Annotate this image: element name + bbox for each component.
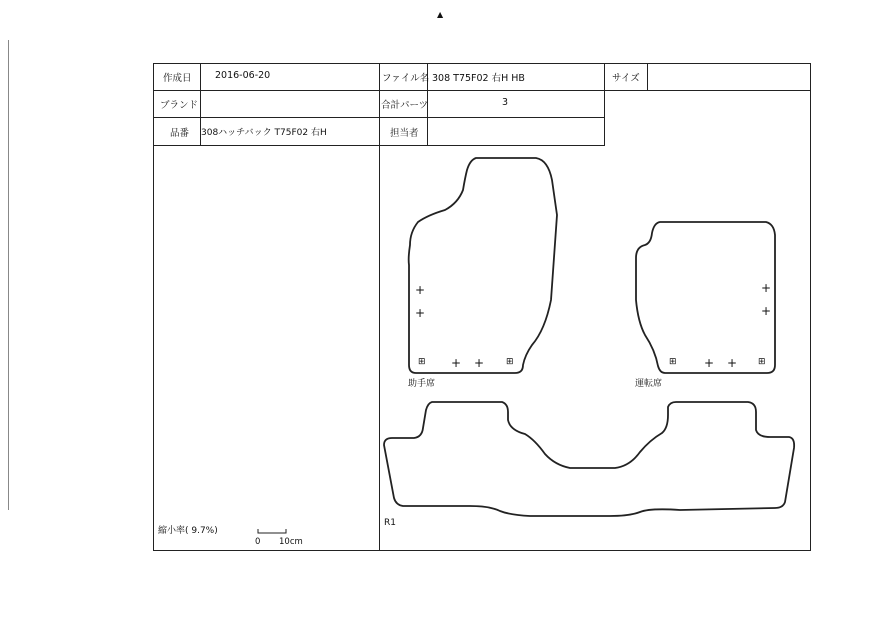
passenger-seat-label: 助手席 [408, 379, 436, 389]
grid-marker: ⊞ [506, 357, 514, 367]
grid-marker: ⊞ [669, 357, 677, 367]
cross-marker: + [474, 356, 485, 370]
total-parts-label: 合計パーツ [381, 100, 429, 111]
person-in-charge-label: 担当者 [390, 128, 419, 139]
rear-mat-label: R1 [384, 518, 396, 528]
cross-marker: + [727, 356, 738, 370]
passenger-mat-outline [409, 158, 557, 373]
size-label: サイズ [612, 73, 640, 84]
cross-marker: + [761, 304, 772, 318]
cross-marker: + [704, 356, 715, 370]
part-number-value: 308ハッチバック T75F02 右H [201, 128, 327, 138]
scale-bar-start: 0 [255, 537, 261, 547]
total-parts-value: 3 [502, 97, 509, 108]
created-date-value: 2016-06-20 [215, 70, 271, 81]
scale-bar [258, 529, 286, 533]
driver-mat-outline [636, 222, 775, 373]
part-number-label: 品番 [170, 128, 190, 139]
grid-marker: ⊞ [418, 357, 426, 367]
cross-marker: + [761, 281, 772, 295]
brand-label: ブランド [160, 100, 199, 111]
file-name-value: 308 T75F02 右H HB [432, 73, 525, 84]
cross-marker: + [415, 283, 426, 297]
cross-marker: + [451, 356, 462, 370]
top-arrow-mark: ▲ [437, 10, 444, 19]
scale-ratio-label: 縮小率( 9.7%) [158, 526, 218, 536]
driver-seat-label: 運転席 [635, 379, 663, 389]
grid-marker: ⊞ [758, 357, 766, 367]
rear-mat-outline [384, 402, 794, 516]
created-date-label: 作成日 [163, 73, 192, 84]
scale-bar-end: 10cm [279, 537, 303, 547]
cross-marker: + [415, 306, 426, 320]
file-name-label: ファイル名 [382, 73, 430, 84]
